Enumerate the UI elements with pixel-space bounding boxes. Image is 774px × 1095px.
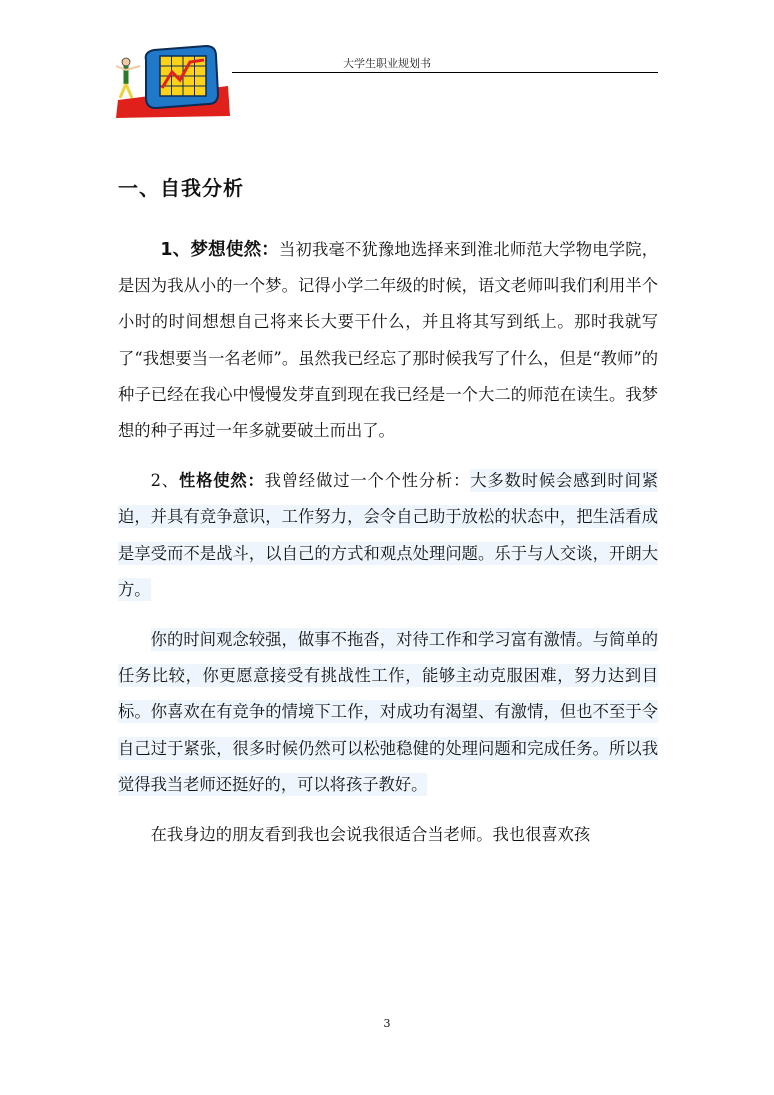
- analysis-highlight: 你的时间观念较强，做事不拖沓，对待工作和学习富有激情。与简单的任务比较，你更愿意接受有挑战性工作，能够主动克服困难，努力达到目标。你喜欢在有竞争的情境下工作，对成功有渴望、有激情，但也不至于令自己过于紧张，很多时候仍然可以松弛稳健的处理问题和完成任务。所以我觉得我当老师还挺好的，可以将孩子教好。: [118, 630, 658, 794]
- header-title: 大学生职业规划书: [343, 57, 431, 70]
- personality-prefix: 2、: [150, 471, 179, 491]
- friends-text: 在我身边的朋友看到我也会说我很适合当老师。我也很喜欢孩: [150, 825, 591, 845]
- page-number: 3: [383, 1017, 391, 1030]
- paragraph-dream: [118, 232, 658, 449]
- personality-highlight: 大多数时候会感到时间紧迫，并具有竞争意识，工作努力，会令自己助于放松的状态中，把生活看成是享受而不是战斗，以自己的方式和观点处理问题。乐于与人交谈，开朗大方。: [118, 471, 658, 599]
- header-divider: [232, 72, 658, 73]
- section-title: 一、自我分析: [118, 176, 244, 200]
- dream-label: 1、梦想使然：: [160, 240, 279, 260]
- dream-text: 当初我毫不犹豫地选择来到淮北师范大学物电学院，是因为我从小的一个梦。记得小学二年级的时候，语文老师叫我们利用半个小时的时间想想自己将来长大要干什么，并且将其写到纸上。那时我就写了“我想要当一名老师”。虽然我已经忘了那时候我写了什么，但是“教师”的种子已经在我心中慢慢发芽直到现在我已经是一个大二的师范在读生。我梦想的种子再过一年多就要破土而出了。: [118, 240, 658, 441]
- document-body: [118, 232, 658, 867]
- personality-label: 性格使然：: [178, 471, 265, 491]
- paragraph-analysis: [118, 622, 658, 803]
- paragraph-friends: [118, 817, 658, 853]
- paragraph-personality: [118, 463, 658, 608]
- chart-monitor-logo-icon: [110, 42, 232, 118]
- personality-text: 我曾经做过一个个性分析：: [264, 471, 471, 491]
